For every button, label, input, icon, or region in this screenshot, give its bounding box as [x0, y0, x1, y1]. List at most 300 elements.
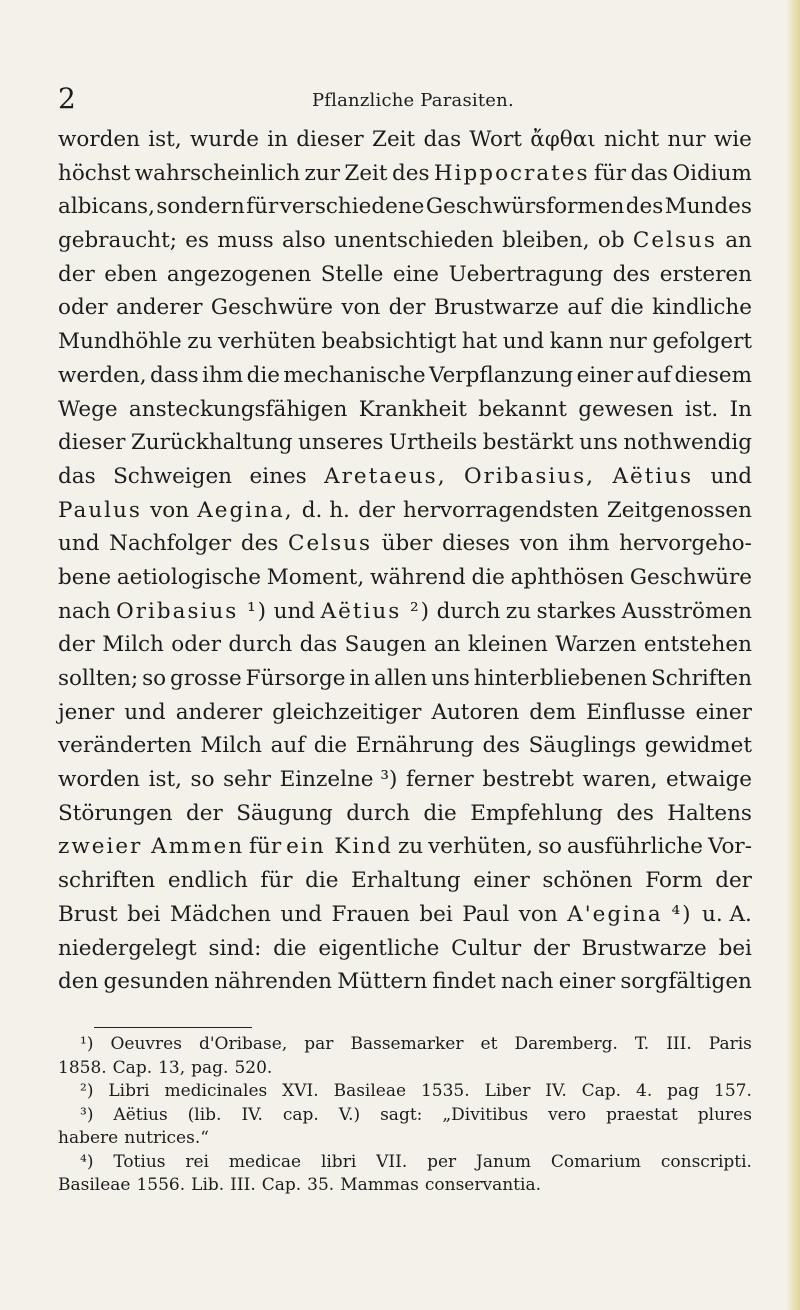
word: muss	[217, 228, 274, 254]
word: Wege	[58, 396, 118, 422]
word: diesem	[674, 362, 752, 388]
word: worden	[58, 127, 140, 152]
word: die	[246, 362, 280, 388]
footnote-word: Aëtius	[113, 1104, 168, 1125]
word: nährenden	[214, 969, 333, 995]
body-line	[58, 662, 752, 696]
body-line	[58, 460, 752, 494]
footnote-line	[58, 1057, 752, 1081]
word: Brustwarze	[581, 935, 707, 961]
word: Oidium	[672, 160, 752, 186]
word: und	[58, 531, 100, 557]
word: dieses	[441, 531, 511, 557]
word: von	[518, 901, 558, 927]
word: wahrscheinlich	[134, 160, 301, 186]
word: Säuglings	[528, 733, 637, 759]
body-line	[58, 157, 752, 191]
footnote-word: vero	[548, 1104, 587, 1125]
word: durch	[228, 632, 293, 658]
footnote-word: medicinales	[164, 1081, 268, 1101]
word: Celsus	[288, 531, 372, 557]
word: sorgfältigen	[620, 969, 752, 995]
word: Stelle	[320, 261, 384, 287]
word: Saugen	[344, 632, 427, 658]
word: endlich	[167, 868, 248, 894]
word: nicht	[603, 127, 660, 152]
footnote-line	[58, 1151, 752, 1175]
body-line	[58, 123, 752, 157]
footnote-marker: ⁴)	[80, 1151, 94, 1172]
footnote-word: praestat	[606, 1104, 678, 1125]
word: Brustwarze	[433, 295, 559, 321]
word: bleiben,	[502, 228, 590, 254]
footnote-word: VII.	[376, 1151, 408, 1172]
word: die	[273, 935, 307, 961]
word: oder	[171, 632, 221, 658]
word: von	[519, 531, 559, 557]
word: Aëtius ²)	[320, 598, 432, 624]
word: bekannt	[478, 396, 567, 422]
word: Empfehlung	[470, 800, 603, 826]
word: einer	[695, 699, 752, 725]
body-line	[58, 393, 752, 427]
word: gewesen	[578, 396, 674, 422]
footnote-word: d'Oribase,	[198, 1034, 288, 1054]
footnote-word: 157.	[714, 1081, 752, 1101]
body-line	[58, 830, 752, 864]
footnote-word: „Divitibus	[442, 1104, 529, 1125]
word: Einzelne ³)	[279, 767, 398, 793]
word: A'egina ⁴)	[567, 901, 693, 927]
footnote-word: et	[480, 1034, 498, 1054]
body-line	[58, 696, 752, 730]
word: das	[630, 160, 669, 186]
word: dieser	[58, 430, 126, 456]
word: entstehen	[643, 632, 752, 658]
footnote-word: Janum	[476, 1151, 532, 1172]
footnotes	[58, 1033, 752, 1198]
word: niedergelegt	[58, 935, 197, 961]
word: Celsus	[632, 228, 717, 254]
word: bestärkt	[482, 430, 574, 456]
footnote-marker: ²)	[80, 1081, 94, 1101]
word: u. A.	[701, 901, 752, 927]
word: ist,	[148, 767, 182, 793]
footnote-word: 1858.	[58, 1057, 107, 1078]
footnote-word: Cap.	[581, 1081, 622, 1101]
word: gefolgert	[652, 329, 752, 355]
word: also	[282, 228, 326, 254]
footnote-word: XVI.	[282, 1081, 319, 1101]
word: gesunden	[103, 969, 210, 995]
footnote-line	[58, 1174, 752, 1198]
word: Erhaltung	[351, 868, 461, 894]
word: zur	[304, 160, 340, 186]
word: gebraucht;	[58, 228, 177, 254]
word: durch	[346, 800, 411, 826]
footnote-word: Comarium	[550, 1151, 642, 1172]
word: kann	[549, 329, 604, 355]
word: es	[185, 228, 210, 254]
word: an	[433, 632, 461, 658]
footnote-word: V.)	[338, 1104, 361, 1125]
word: Urtheils	[388, 430, 478, 456]
word: eines	[249, 463, 307, 489]
word: schönen	[542, 868, 633, 894]
word: und	[273, 598, 316, 624]
body-line	[58, 291, 752, 325]
footnote-word: libri	[320, 1151, 357, 1172]
word: sehr	[223, 767, 272, 793]
word: ἄφθαι	[530, 127, 596, 152]
word: etwaige	[666, 767, 752, 793]
footnote-word: Bassemarker	[350, 1034, 464, 1054]
page-header	[58, 84, 748, 118]
word: sind:	[208, 935, 262, 961]
word: Mädchen	[169, 901, 272, 927]
footnote-word: habere	[58, 1128, 119, 1148]
word: waren,	[582, 767, 658, 793]
footnote-word: Liber	[484, 1081, 531, 1101]
word: die	[305, 868, 339, 894]
word: Vor-	[707, 834, 752, 860]
footnote-word: nutrices.“	[124, 1128, 209, 1148]
word: Aëtius	[612, 463, 694, 489]
word: Frauen	[331, 901, 410, 927]
word: dieser	[296, 127, 364, 152]
word: Aretaeus,	[324, 463, 447, 489]
word: ansteckungsfähigen	[128, 396, 348, 422]
word: höchst	[58, 160, 131, 186]
footnote-word: T.	[634, 1034, 650, 1054]
word: Mundes	[664, 194, 752, 220]
word: hervorgeho-	[619, 531, 752, 557]
word: Müttern	[337, 969, 428, 995]
body-line	[58, 628, 752, 662]
word: zu	[187, 329, 213, 355]
word: nur	[667, 127, 706, 152]
footnote-word: IV.	[545, 1081, 567, 1101]
word: Nachfolger	[109, 531, 232, 557]
footnote-word: Basileae	[333, 1081, 407, 1101]
footnote-word: Cap.	[112, 1057, 153, 1078]
word: Schriften	[650, 666, 752, 691]
word: Warzen	[555, 632, 637, 658]
word: in	[349, 666, 371, 691]
word: auf	[270, 733, 306, 759]
footnote-divider	[94, 1027, 252, 1028]
word: kindliche	[652, 295, 752, 321]
word: unentschieden	[334, 228, 494, 254]
word: zu	[397, 834, 424, 860]
word: und	[124, 699, 166, 725]
word: so	[190, 767, 215, 793]
body-line	[58, 426, 752, 460]
word: bei	[419, 901, 453, 927]
word: albicans,	[58, 194, 155, 220]
word: die	[471, 564, 505, 590]
word: einer	[558, 969, 616, 995]
word: bestrebt	[482, 767, 574, 793]
word: anderer	[116, 295, 203, 321]
word: ferner	[405, 767, 474, 793]
word: mechanische	[283, 362, 426, 388]
word: in	[267, 127, 288, 152]
word: oder	[58, 295, 108, 321]
word: während	[369, 564, 466, 590]
word: Cultur	[451, 935, 522, 961]
word: die	[610, 295, 644, 321]
word: Uebertragung	[448, 261, 604, 287]
word: Haltens	[667, 800, 752, 826]
word: der	[532, 935, 570, 961]
word: unseres	[297, 430, 384, 456]
word: das	[58, 463, 96, 489]
word: der	[58, 261, 95, 287]
word: beabsichtigt	[321, 329, 457, 355]
body-line	[58, 797, 752, 831]
footnote-word: cap.	[282, 1104, 319, 1125]
footnote-word: rei	[185, 1151, 209, 1172]
word: findet	[432, 969, 496, 995]
word: des	[616, 800, 654, 826]
word: Säugung	[236, 800, 333, 826]
footnote-word: sagt:	[380, 1104, 423, 1125]
footnote-marker: ¹)	[80, 1034, 94, 1054]
word: hervorragendsten	[403, 497, 599, 523]
footnote-word: conservantia.	[424, 1175, 541, 1195]
body-line	[58, 494, 752, 528]
body-line	[58, 729, 752, 763]
word: auf	[636, 362, 672, 388]
body-line	[58, 190, 752, 224]
footnote-word: 1535.	[420, 1081, 470, 1101]
word: kleinen	[467, 632, 548, 658]
word: Oribasius,	[464, 463, 595, 489]
word: dem	[529, 699, 577, 725]
word: In	[729, 396, 752, 422]
word: ist.	[684, 396, 719, 422]
word: bei	[127, 901, 161, 927]
word: ein Kind	[286, 834, 393, 860]
word: für	[260, 868, 293, 894]
word: Milch	[200, 733, 263, 759]
word: der	[715, 868, 752, 894]
word: Brust	[58, 901, 118, 927]
word: wurde	[189, 127, 259, 152]
footnote-word: Daremberg.	[514, 1034, 618, 1054]
footnote-word: Basileae	[58, 1175, 131, 1195]
footnote-line	[58, 1080, 752, 1104]
word: Geschwüre	[210, 295, 333, 321]
word: schriften	[58, 868, 156, 894]
body-line	[58, 965, 752, 999]
word: aphthösen	[510, 564, 625, 590]
word: aetiologische	[116, 564, 261, 590]
word: Zeit	[372, 127, 416, 152]
footnote-word: Lib.	[191, 1175, 225, 1195]
word: uns	[431, 666, 470, 691]
word: einer	[473, 868, 530, 894]
word: Form	[645, 868, 703, 894]
footnote-line	[58, 1104, 752, 1128]
word: angezogenen	[166, 261, 312, 287]
word: Hippocrates	[433, 160, 590, 186]
word: Oribasius ¹)	[116, 598, 269, 624]
word: Einflusse	[586, 699, 686, 725]
word: das	[299, 632, 338, 658]
word: bei	[718, 935, 752, 961]
word: für	[249, 834, 282, 860]
word: Aegina,	[197, 497, 294, 523]
body-line	[58, 864, 752, 898]
body-line	[58, 763, 752, 797]
body-line	[58, 258, 752, 292]
word: der	[58, 632, 95, 658]
word: Schweigen	[113, 463, 233, 489]
word: den	[58, 969, 99, 995]
word: über	[381, 531, 433, 557]
footnote-word: Mammas	[340, 1175, 419, 1195]
word: für	[246, 194, 279, 220]
word: Geschwürsformen	[425, 194, 625, 220]
word: einer	[576, 362, 634, 388]
body-line	[58, 359, 752, 393]
word: Zeit	[344, 160, 388, 186]
word: jener	[58, 699, 115, 725]
word: auf	[567, 295, 602, 321]
word: zu	[505, 598, 532, 624]
body-line	[58, 595, 752, 629]
footnote-word: Libri	[108, 1081, 150, 1101]
page-number: 2	[58, 82, 76, 115]
footnote-word: par	[304, 1034, 334, 1054]
body-line	[58, 325, 752, 359]
word: und	[280, 901, 322, 927]
word: des	[391, 160, 430, 186]
word: nothwendig	[623, 430, 752, 456]
word: ist,	[148, 127, 182, 152]
footnote-word: Oeuvres	[110, 1034, 182, 1054]
word: nach	[500, 969, 554, 995]
word: hat	[461, 329, 498, 355]
footnote-word: pag.	[191, 1057, 229, 1078]
word: Mundhöhle	[58, 329, 182, 355]
word: an	[725, 228, 752, 254]
word: des	[240, 531, 279, 557]
word: hinterbliebenen	[473, 666, 648, 691]
running-title: Pflanzliche Parasiten.	[312, 90, 514, 111]
word: nach	[58, 598, 111, 624]
word: gleichzeitiger	[272, 699, 422, 725]
word: Paul	[462, 901, 510, 927]
word: allen	[374, 666, 428, 691]
word: Paulus	[58, 497, 142, 523]
footnote-word: 1556.	[136, 1175, 186, 1195]
word: dass	[150, 362, 199, 388]
word: anderer	[175, 699, 263, 725]
word: starkes	[536, 598, 617, 624]
word: der	[358, 497, 395, 523]
word: die	[313, 733, 348, 759]
footnote-word: III.	[666, 1034, 692, 1054]
body-line	[58, 898, 752, 932]
body-line	[58, 224, 752, 258]
word: Ausströmen	[621, 598, 752, 624]
word: ersteren	[659, 261, 752, 287]
word: sollten;	[58, 666, 139, 691]
word: verschiedene	[279, 194, 425, 220]
word: Zeitgenossen	[606, 497, 752, 523]
word: Autoren	[431, 699, 520, 725]
word: so	[537, 834, 562, 860]
footnote-word: 520.	[234, 1057, 273, 1078]
word: von	[150, 497, 190, 523]
footnote-line	[58, 1033, 752, 1057]
word: des	[612, 261, 651, 287]
footnote-word: per	[427, 1151, 457, 1172]
word: des	[482, 733, 521, 759]
word: ausführliche	[566, 834, 703, 860]
word: der	[186, 800, 223, 826]
footnote-word: Paris	[708, 1034, 752, 1054]
word: bene	[58, 564, 112, 590]
word: Krankheit	[358, 396, 467, 422]
word: Geschwüre	[629, 564, 752, 590]
footnote-word: medicae	[228, 1151, 302, 1172]
word: Wort	[469, 127, 522, 152]
footnote-word: plures	[697, 1104, 752, 1125]
word: der	[388, 295, 426, 321]
body-line	[58, 561, 752, 595]
footnote-word: 4.	[636, 1081, 653, 1101]
footnote-word: III.	[230, 1175, 256, 1195]
word: das	[423, 127, 462, 152]
word: und	[502, 329, 545, 355]
word: Fürsorge	[245, 666, 346, 691]
word: verhüten	[217, 329, 317, 355]
footnote-word: pag	[667, 1081, 700, 1101]
word: eigentliche	[318, 935, 440, 961]
body-text	[58, 123, 752, 999]
word: durch	[436, 598, 501, 624]
footnote-marker: ³)	[80, 1104, 94, 1125]
word: gewidmet	[644, 733, 752, 759]
body-line	[58, 932, 752, 966]
page-edge-shading	[786, 0, 800, 1310]
footnote-word: (lib.	[187, 1104, 222, 1125]
word: eben	[104, 261, 158, 287]
word: Störungen	[58, 800, 173, 826]
word: werden,	[58, 362, 147, 388]
word: ihm	[202, 362, 244, 388]
word: grosse	[169, 666, 242, 691]
word: Moment,	[266, 564, 365, 590]
word: und	[710, 463, 752, 489]
footnote-word: Totius	[113, 1151, 166, 1172]
footnote-word: 35.	[307, 1175, 335, 1195]
word: Milch	[102, 632, 164, 658]
word: ihm	[568, 531, 610, 557]
footnote-word: 13,	[158, 1057, 186, 1078]
word: sondern	[156, 194, 245, 220]
word: die	[423, 800, 457, 826]
word: so	[142, 666, 167, 691]
word: nur	[608, 329, 647, 355]
word: von	[341, 295, 381, 321]
word: Ernährung	[355, 733, 474, 759]
word: uns	[579, 430, 618, 456]
